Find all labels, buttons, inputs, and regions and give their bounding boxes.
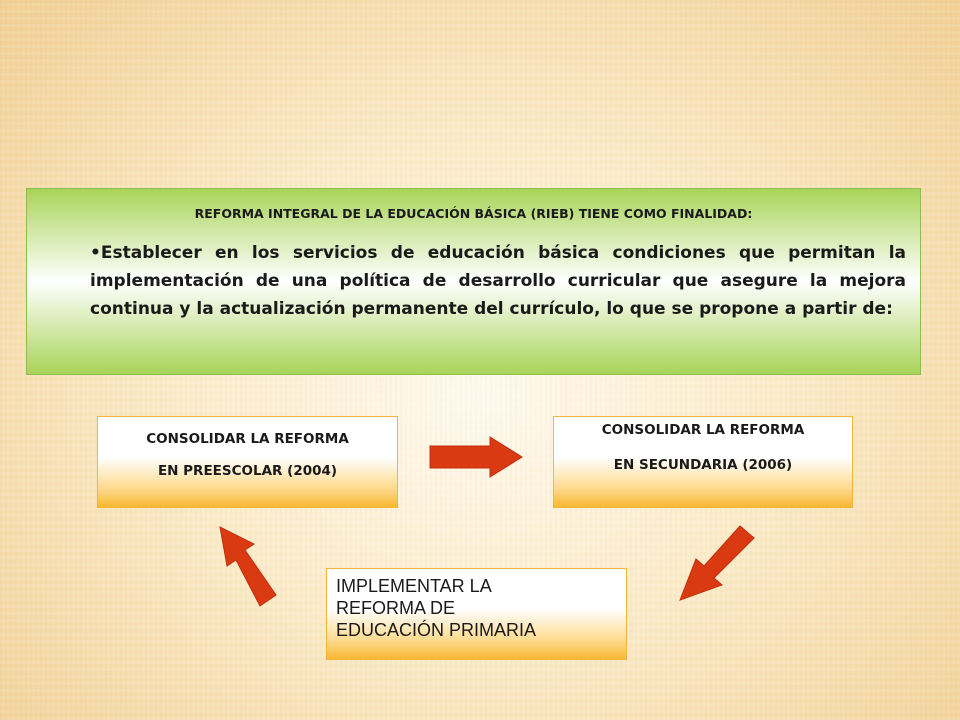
primaria-line3: EDUCACIÓN PRIMARIA (336, 620, 537, 640)
primaria-line2: REFORMA DE (336, 598, 456, 618)
arrow-down-left-icon (680, 526, 754, 600)
secundaria-line1: CONSOLIDAR LA REFORMA (601, 422, 805, 438)
preescolar-line2: EN PREESCOLAR (2004) (157, 463, 338, 479)
rieb-title: REFORMA INTEGRAL DE LA EDUCACIÓN BÁSICA (RIEB) TIENE COMO FINALIDAD: (194, 206, 753, 221)
arrow-up-left-icon (220, 527, 276, 606)
arrow-right-icon (430, 437, 522, 477)
primaria-line1: IMPLEMENTAR LA (336, 576, 492, 596)
preescolar-line1: CONSOLIDAR LA REFORMA (146, 431, 349, 447)
rieb-description: •Establecer en los servicios de educación básica condiciones que permitan la implementación de una política de desarrollo curricular que asegure la mejora continua y la actualización permanente del currículo, lo que se propone a partir de: (90, 243, 906, 319)
secundaria-line2: EN SECUNDARIA (2006) (613, 457, 793, 473)
